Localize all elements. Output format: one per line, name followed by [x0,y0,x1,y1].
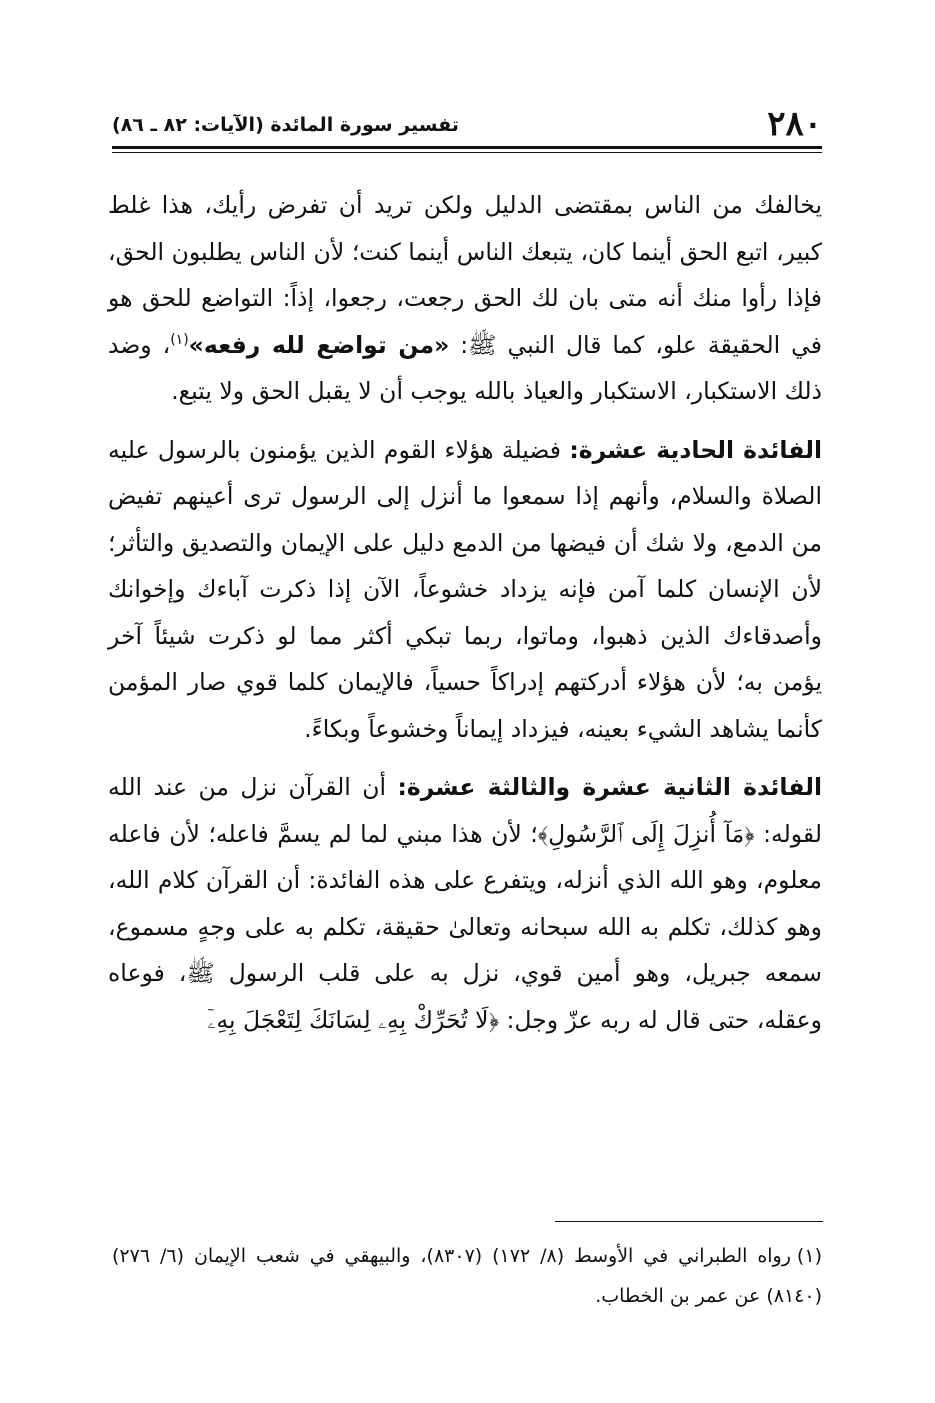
running-title: تفسير سورة المائدة (الآيات: ٨٢ ـ ٨٦) [112,114,459,136]
paragraph-1-text-a: يخالفك من الناس بمقتضى الدليل ولكن تريد أن تفرض رأيك، هذا غلط كبير، اتبع الحق أينما كان، يتبعك الناس أينما كنت؛ لأن الناس يطلبون الحق، فإذا رأوا منك أنه متى بان لك الحق رجعت، رجعوا، إذاً: التواضع للحق هو في الحقيقة علو، كما قال النبي ﷺ: [108,191,822,359]
paragraph-3-text: أن القرآن نزل من عند الله لقوله: ﴿مَآ أُنزِلَ إِلَى ٱلرَّسُولِ﴾؛ لأن هذا مبني لما لم يسمَّ فاعله؛ لأن فاعله معلوم، وهو الله الذي أنزله، ويتفرع على هذه الفائدة: أن القرآن كلام الله، وهو كذلك، تكلم به الله سبحانه وتعالىٰ حقيقة، تكلم به على وجهٍ مسموع، سمعه جبريل، وهو أمين قوي، نزل به على قلب الرسول ﷺ، فوعاه وعقله، حتى قال له ربه عزّ وجل: ﴿لَا تُحَرِّكْ بِهِۦ لِسَانَكَ لِتَعْجَلَ بِهِۦٓ [108,773,822,1034]
footnote-separator [555,1221,823,1222]
page-number: ٢٨٠ [767,104,822,144]
paragraph-3 [108,764,822,1043]
footnote-reference[interactable]: (١) [170,331,189,348]
page-header [112,104,822,150]
paragraph-2-text: فضيلة هؤلاء القوم الذين يؤمنون بالرسول عليه الصلاة والسلام، وأنهم إذا سمعوا ما أنزل إلى الرسول ترى أعينهم تفيض من الدمع، ولا شك أن فيضها من الدمع دليل على الإيمان والتصديق والتأثر؛ لأن الإنسان كلما آمن فإنه يزداد خشوعاً، الآن إذا ذكرت آباءك وإخوانك وأصدقاءك الذين ذهبوا، وماتوا، ربما تبكي أكثر مما لو ذكرت شيئاً آخر يؤمن به؛ لأن هؤلاء أدركتهم إدراكاً حسياً، فالإيمان كلما قوي صار المؤمن كأنما يشاهد الشيء بعينه، فيزداد إيماناً وخشوعاً وبكاءً. [108,435,822,743]
paragraph-2 [108,427,822,753]
paragraph-2-heading: الفائدة الحادية عشرة: [569,435,822,464]
header-rule-thin [112,152,822,153]
footnote-text: رواه الطبراني في الأوسط (٨/ ١٧٢) (٨٣٠٧)، والبيهقي في شعب الإيمان (٦/ ٢٧٦) (٨١٤٠) عن عمر بن الخطاب. [112,1245,822,1307]
footnote [112,1236,822,1316]
footnote-number: (١) [796,1245,822,1267]
header-rule-thick [112,146,822,149]
hadith-quote: «من تواضع لله رفعه» [188,330,450,359]
paragraph-3-heading: الفائدة الثانية عشرة والثالثة عشرة: [397,773,822,801]
main-text [108,182,822,1043]
paragraph-1 [108,182,822,415]
paragraph-1-text-b: ، وضد ذلك الاستكبار، الاستكبار والعياذ بالله يوجب أن لا يقبل الحق ولا يتبع. [108,330,822,405]
